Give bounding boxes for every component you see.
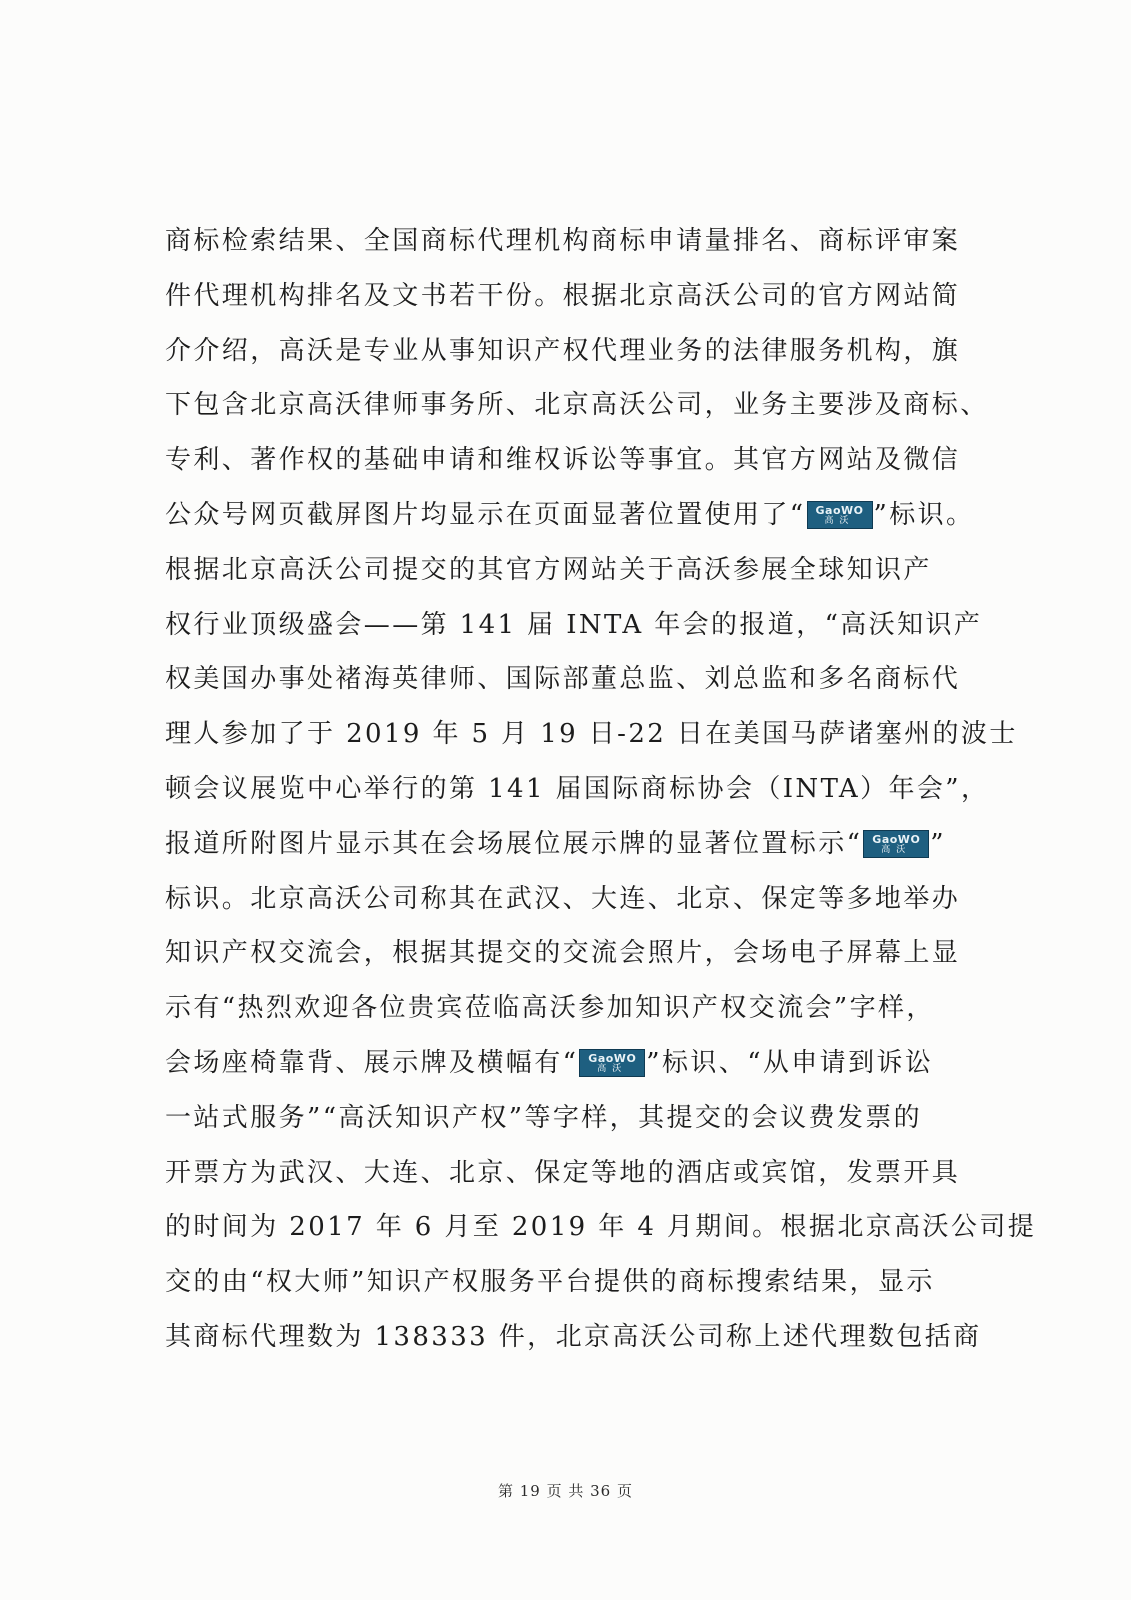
text-line — [165, 926, 985, 981]
line-text: 标识。北京高沃公司称其在武汉、大连、北京、保定等多地举办 — [165, 883, 961, 914]
text-line — [165, 543, 985, 598]
line-text: 下包含北京高沃律师事务所、北京高沃公司，业务主要涉及商标、 — [165, 390, 989, 421]
text-line — [165, 324, 985, 379]
page-number-footer: 第 19 页 共 36 页 — [497, 1482, 633, 1500]
text-line — [165, 598, 985, 653]
logo-en-text: GaoWO — [872, 832, 921, 846]
line-text: 一站式服务”“高沃知识产权”等字样，其提交的会议费发票的 — [165, 1102, 923, 1133]
line-text: 其商标代理数为 138333 件，北京高沃公司称上述代理数包括商 — [165, 1321, 982, 1352]
gaowo-logo-icon — [863, 830, 929, 858]
text-line — [165, 378, 989, 433]
body-text — [165, 214, 1037, 1365]
text-line — [165, 981, 985, 1036]
gaowo-logo-icon — [579, 1049, 645, 1077]
text-line — [165, 1036, 985, 1091]
text-line — [165, 652, 985, 707]
logo-zh-text: 高沃 — [881, 844, 912, 855]
line-text: 公众号网页截屏图片均显示在页面显著位置使用了“ — [165, 499, 806, 530]
gaowo-logo-icon — [807, 501, 873, 529]
line-text: 知识产权交流会，根据其提交的交流会照片，会场电子屏幕上显 — [165, 938, 961, 969]
line-text: 件代理机构排名及文书若干份。根据北京高沃公司的官方网站简 — [165, 280, 961, 311]
text-line — [165, 1255, 985, 1310]
line-text-tail: ” — [930, 828, 946, 859]
text-line — [165, 433, 985, 488]
text-line — [165, 488, 985, 543]
line-text: 商标检索结果、全国商标代理机构商标申请量排名、商标评审案 — [165, 226, 961, 256]
line-text: 示有“热烈欢迎各位贵宾莅临高沃参加知识产权交流会”字样， — [165, 993, 935, 1024]
text-line — [165, 1310, 985, 1365]
text-line — [165, 872, 985, 927]
text-line — [165, 707, 1018, 762]
line-text: 交的由“权大师”知识产权服务平台提供的商标搜索结果，显示 — [165, 1267, 935, 1298]
text-line — [165, 269, 985, 324]
line-text: 报道所附图片显示其在会场展位展示牌的显著位置标示“ — [165, 828, 863, 859]
text-line — [165, 214, 985, 269]
text-line — [165, 1200, 1037, 1255]
line-text: 理人参加了于 2019 年 5 月 19 日-22 日在美国马萨诸塞州的波士 — [165, 719, 1018, 750]
line-text: 专利、著作权的基础申请和维权诉讼等事宜。其官方网站及微信 — [165, 445, 961, 476]
text-line — [165, 762, 990, 817]
line-text: 的时间为 2017 年 6 月至 2019 年 4 月期间。根据北京高沃公司提 — [165, 1212, 1037, 1243]
line-text: 开票方为武汉、大连、北京、保定等地的酒店或宾馆，发票开具 — [165, 1157, 961, 1188]
logo-zh-text: 高沃 — [597, 1063, 628, 1074]
line-text: 会场座椅靠背、展示牌及横幅有“ — [165, 1047, 579, 1078]
logo-zh-text: 高沃 — [824, 515, 855, 526]
line-text: 介介绍，高沃是专业从事知识产权代理业务的法律服务机构，旗 — [165, 335, 961, 366]
line-text: 权美国办事处褚海英律师、国际部董总监、刘总监和多名商标代 — [165, 664, 961, 695]
text-line — [165, 1091, 985, 1146]
text-line — [165, 817, 985, 872]
text-line — [165, 1146, 985, 1201]
line-text-tail: ”标识、“从申请到诉讼 — [646, 1047, 934, 1078]
line-text-tail: ”标识。 — [873, 499, 975, 530]
line-text: 顿会议展览中心举行的第 141 届国际商标协会（INTA）年会”， — [165, 773, 990, 804]
logo-en-text: GaoWO — [815, 503, 864, 517]
line-text: 权行业顶级盛会——第 141 届 INTA 年会的报道，“高沃知识产 — [165, 609, 983, 640]
logo-en-text: GaoWO — [588, 1051, 637, 1065]
line-text: 根据北京高沃公司提交的其官方网站关于高沃参展全球知识产 — [165, 554, 932, 585]
